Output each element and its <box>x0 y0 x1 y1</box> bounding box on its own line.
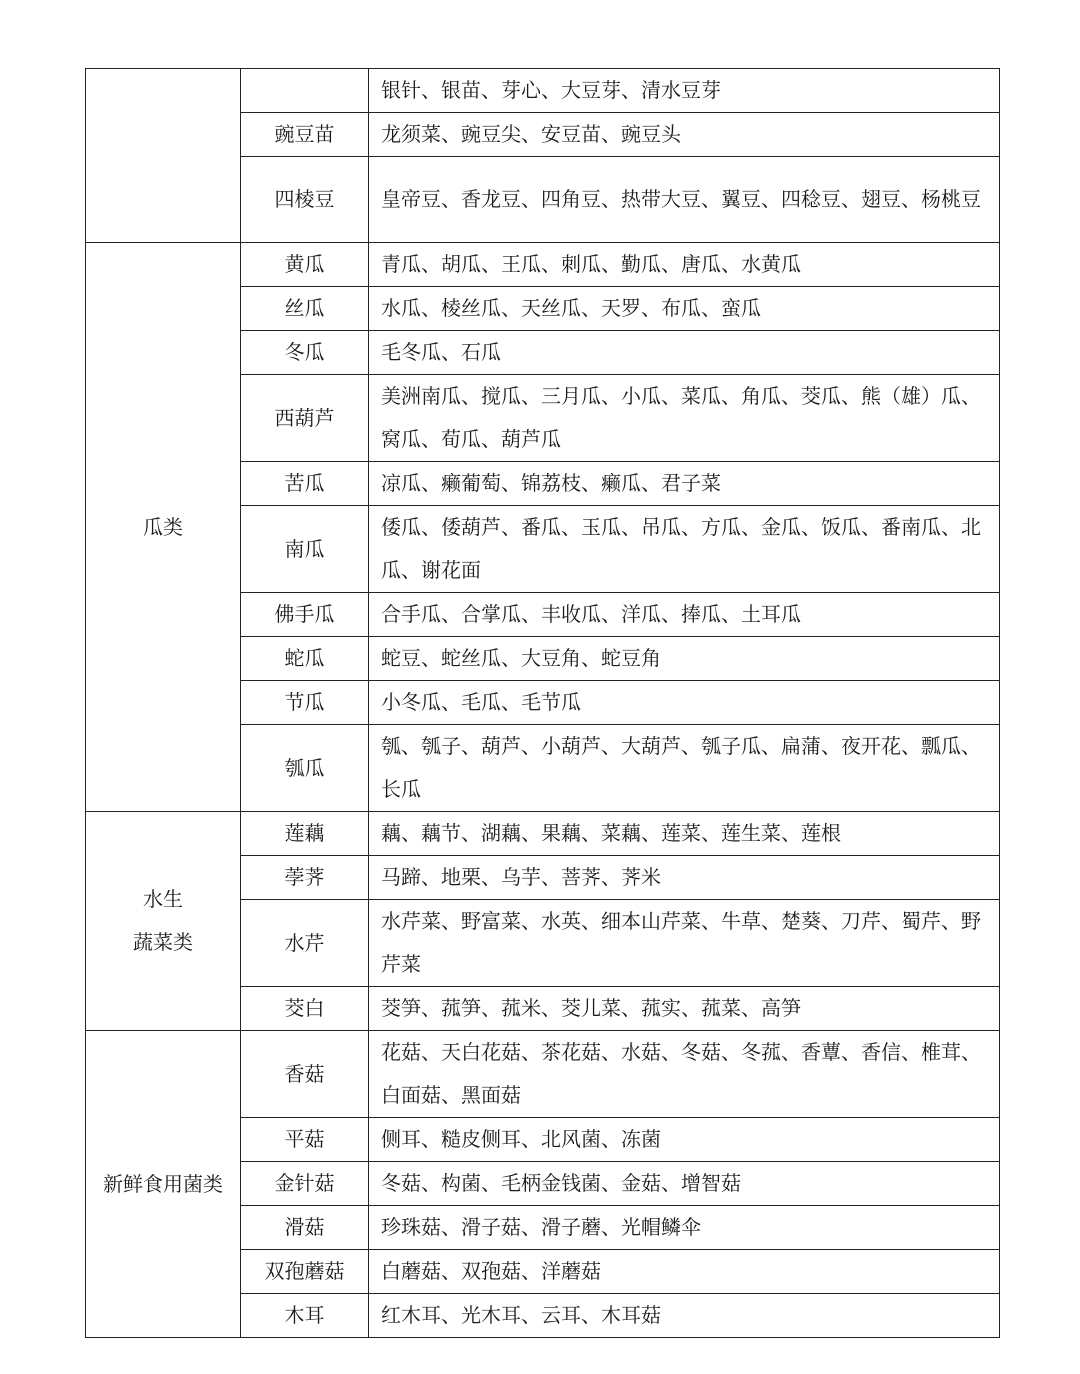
vegetable-name: 瓠瓜 <box>241 725 369 812</box>
vegetable-name: 平菇 <box>241 1118 369 1162</box>
vegetable-aliases: 青瓜、胡瓜、王瓜、刺瓜、勤瓜、唐瓜、水黄瓜 <box>369 243 1000 287</box>
vegetable-aliases: 凉瓜、癞葡萄、锦荔枝、癞瓜、君子菜 <box>369 462 1000 506</box>
vegetable-name: 蛇瓜 <box>241 637 369 681</box>
vegetable-name: 双孢蘑菇 <box>241 1250 369 1294</box>
vegetable-name: 苦瓜 <box>241 462 369 506</box>
vegetable-name: 莲藕 <box>241 812 369 856</box>
vegetable-name: 南瓜 <box>241 506 369 593</box>
vegetable-aliases: 皇帝豆、香龙豆、四角豆、热带大豆、翼豆、四稔豆、翅豆、杨桃豆 <box>369 157 1000 243</box>
table-row <box>86 243 1000 287</box>
vegetable-aliases: 水瓜、棱丝瓜、天丝瓜、天罗、布瓜、蛮瓜 <box>369 287 1000 331</box>
vegetable-alias-table <box>85 68 1000 1338</box>
table-row <box>86 69 1000 113</box>
vegetable-name: 节瓜 <box>241 681 369 725</box>
vegetable-aliases: 冬菇、构菌、毛柄金钱菌、金菇、增智菇 <box>369 1162 1000 1206</box>
vegetable-name: 木耳 <box>241 1294 369 1338</box>
vegetable-aliases: 瓠、瓠子、葫芦、小葫芦、大葫芦、瓠子瓜、扁蒲、夜开花、瓢瓜、长瓜 <box>369 725 1000 812</box>
vegetable-name: 四棱豆 <box>241 157 369 243</box>
vegetable-aliases: 珍珠菇、滑子菇、滑子蘑、光帽鳞伞 <box>369 1206 1000 1250</box>
vegetable-name: 丝瓜 <box>241 287 369 331</box>
category-cell <box>86 69 241 243</box>
vegetable-name: 豌豆苗 <box>241 113 369 157</box>
vegetable-aliases: 毛冬瓜、石瓜 <box>369 331 1000 375</box>
vegetable-name: 佛手瓜 <box>241 593 369 637</box>
category-cell: 新鲜食用菌类 <box>86 1031 241 1338</box>
vegetable-aliases: 白蘑菇、双孢菇、洋蘑菇 <box>369 1250 1000 1294</box>
vegetable-aliases: 龙须菜、豌豆尖、安豆苗、豌豆头 <box>369 113 1000 157</box>
vegetable-name: 黄瓜 <box>241 243 369 287</box>
vegetable-aliases: 茭笋、菰笋、菰米、茭儿菜、菰实、菰菜、高笋 <box>369 987 1000 1031</box>
vegetable-aliases: 藕、藕节、湖藕、果藕、菜藕、莲菜、莲生菜、莲根 <box>369 812 1000 856</box>
vegetable-aliases: 红木耳、光木耳、云耳、木耳菇 <box>369 1294 1000 1338</box>
vegetable-name: 荸荠 <box>241 856 369 900</box>
vegetable-aliases: 美洲南瓜、搅瓜、三月瓜、小瓜、菜瓜、角瓜、茭瓜、熊（雄）瓜、窝瓜、荀瓜、葫芦瓜 <box>369 375 1000 462</box>
vegetable-aliases: 倭瓜、倭葫芦、番瓜、玉瓜、吊瓜、方瓜、金瓜、饭瓜、番南瓜、北瓜、谢花面 <box>369 506 1000 593</box>
vegetable-name: 西葫芦 <box>241 375 369 462</box>
vegetable-name <box>241 69 369 113</box>
vegetable-aliases: 马蹄、地栗、乌芋、菩荠、荠米 <box>369 856 1000 900</box>
category-cell: 水生 蔬菜类 <box>86 812 241 1031</box>
vegetable-name: 香菇 <box>241 1031 369 1118</box>
vegetable-aliases: 银针、银苗、芽心、大豆芽、清水豆芽 <box>369 69 1000 113</box>
vegetable-aliases: 花菇、天白花菇、茶花菇、水菇、冬菇、冬菰、香蕈、香信、椎茸、白面菇、黑面菇 <box>369 1031 1000 1118</box>
vegetable-aliases: 侧耳、糙皮侧耳、北风菌、冻菌 <box>369 1118 1000 1162</box>
vegetable-aliases: 蛇豆、蛇丝瓜、大豆角、蛇豆角 <box>369 637 1000 681</box>
vegetable-name: 滑菇 <box>241 1206 369 1250</box>
vegetable-name: 茭白 <box>241 987 369 1031</box>
vegetable-aliases: 合手瓜、合掌瓜、丰收瓜、洋瓜、捧瓜、土耳瓜 <box>369 593 1000 637</box>
category-cell: 瓜类 <box>86 243 241 812</box>
vegetable-aliases: 水芹菜、野富菜、水英、细本山芹菜、牛草、楚葵、刀芹、蜀芹、野芹菜 <box>369 900 1000 987</box>
table-row <box>86 812 1000 856</box>
vegetable-name: 水芹 <box>241 900 369 987</box>
vegetable-name: 冬瓜 <box>241 331 369 375</box>
vegetable-name: 金针菇 <box>241 1162 369 1206</box>
table-row <box>86 1031 1000 1118</box>
vegetable-aliases: 小冬瓜、毛瓜、毛节瓜 <box>369 681 1000 725</box>
